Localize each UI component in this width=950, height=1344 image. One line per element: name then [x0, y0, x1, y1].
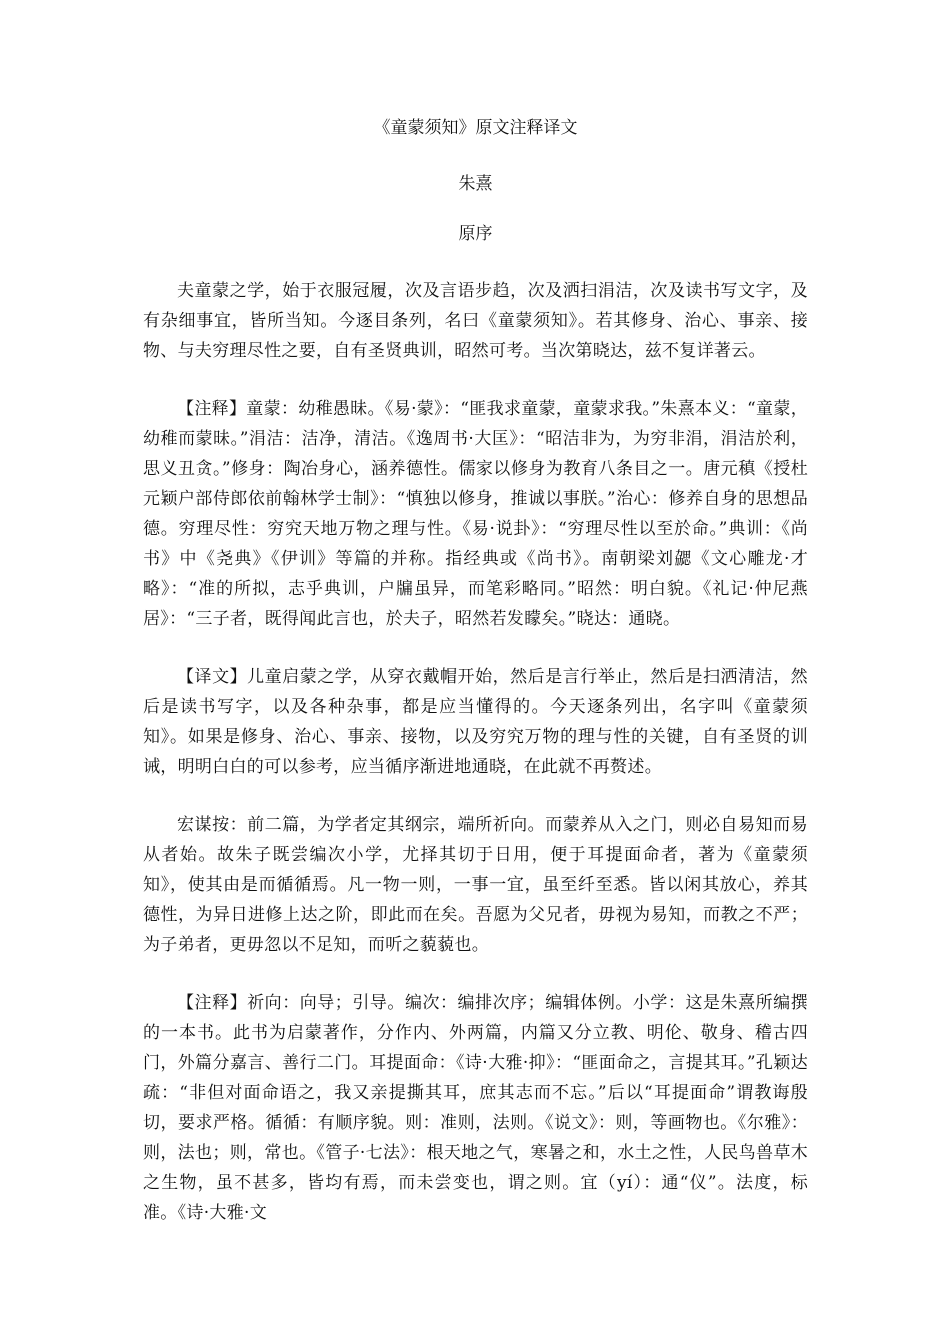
author-name: 朱熹: [458, 174, 493, 194]
paragraph-original-text: 夫童蒙之学，始于衣服冠履，次及言语步趋，次及洒扫涓洁，次及读书写文字，及有杂细事宜，皆所当知。今逐目条列，名曰《童蒙须知》。若其修身、治心、事亲、接物、与夫穷理尽性之要，自有圣贤典训，昭然可考。当次第晓达，兹不复详著云。: [143, 281, 808, 361]
paragraph-annotation: 【注释】童蒙：幼稚愚昧。《易·蒙》：“匪我求童蒙，童蒙求我。”朱熹本义：“童蒙，幼稚而蒙昧。”涓洁：洁净，清洁。《逸周书·大匡》：“昭洁非为，为穷非涓，涓洁於利，思义丑贪。”修身：陶冶身心，涵养德性。儒家以修身为教育八条目之一。唐元稹《授杜元颖户部侍郎依前翰林学士制》：“慎独以修身，推诚以事朕。”治心：修养自身的思想品德。穷理尽性：穷究天地万物之理与性。《易·说卦》：“穷理尽性以至於命。”典训：《尚书》中《尧典》《伊训》等篇的并称。指经典或《尚书》。南朝梁刘勰《文心雕龙·才略》：“准的所拟，志乎典训，户牖虽异，而笔彩略同。”昭然：明白貌。《礼记·仲尼燕居》：“三子者，既得闻此言也，於夫子，昭然若发矇矣。”晓达：通晓。: [143, 399, 808, 629]
paragraph-translation: 【译文】儿童启蒙之学，从穿衣戴帽开始，然后是言行举止，然后是扫洒清洁，然后是读书写字，以及各种杂事，都是应当懂得的。今天逐条列出，名字叫《童蒙须知》。如果是修身、治心、事亲、接物，以及穷究万物的理与性的关键，自有圣贤的训诫，明明白白的可以参考，应当循序渐进地通晓，在此就不再赘述。: [143, 667, 808, 777]
paragraph-annotation-2: 【注释】祈向：向导；引导。编次：编排次序；编辑体例。小学：这是朱熹所编撰的一本书。此书为启蒙著作，分作内、外两篇，内篇又分立教、明伦、敬身、稽古四门，外篇分嘉言、善行二门。耳提面命：《诗·大雅·抑》：“匪面命之，言提其耳。”孔颖达疏：“非但对面命语之，我又亲提撕其耳，庶其志而不忘。”后以“耳提面命”谓教诲殷切，要求严格。循循：有顺序貌。则：准则，法则。《说文》：则，等画物也。《尔雅》：则，法也；则，常也。《管子·七法》：根天地之气，寒暑之和，水土之性，人民鸟兽草木之生物，虽不甚多，皆均有焉，而未尝变也，谓之则。宜（yí）：通“仪”。法度，标准。《诗·大雅·文: [143, 993, 808, 1223]
document-title: 《童蒙须知》原文注释译文: [373, 118, 578, 138]
section-heading: 原序: [458, 224, 493, 244]
paragraph-commentary: 宏谋按：前二篇，为学者定其纲宗，端所祈向。而蒙养从入之门，则必自易知而易从者始。故朱子既尝编次小学，尤择其切于日用，便于耳提面命者，著为《童蒙须知》，使其由是而循循焉。凡一物一则，一事一宜，虽至纤至悉。皆以闲其放心，养其德性，为异日进修上达之阶，即此而在矣。吾愿为父兄者，毋视为易知，而教之不严；为子弟者，更毋忽以不足知，而听之藐藐也。: [143, 815, 808, 955]
document-page: [143, 110, 808, 1228]
